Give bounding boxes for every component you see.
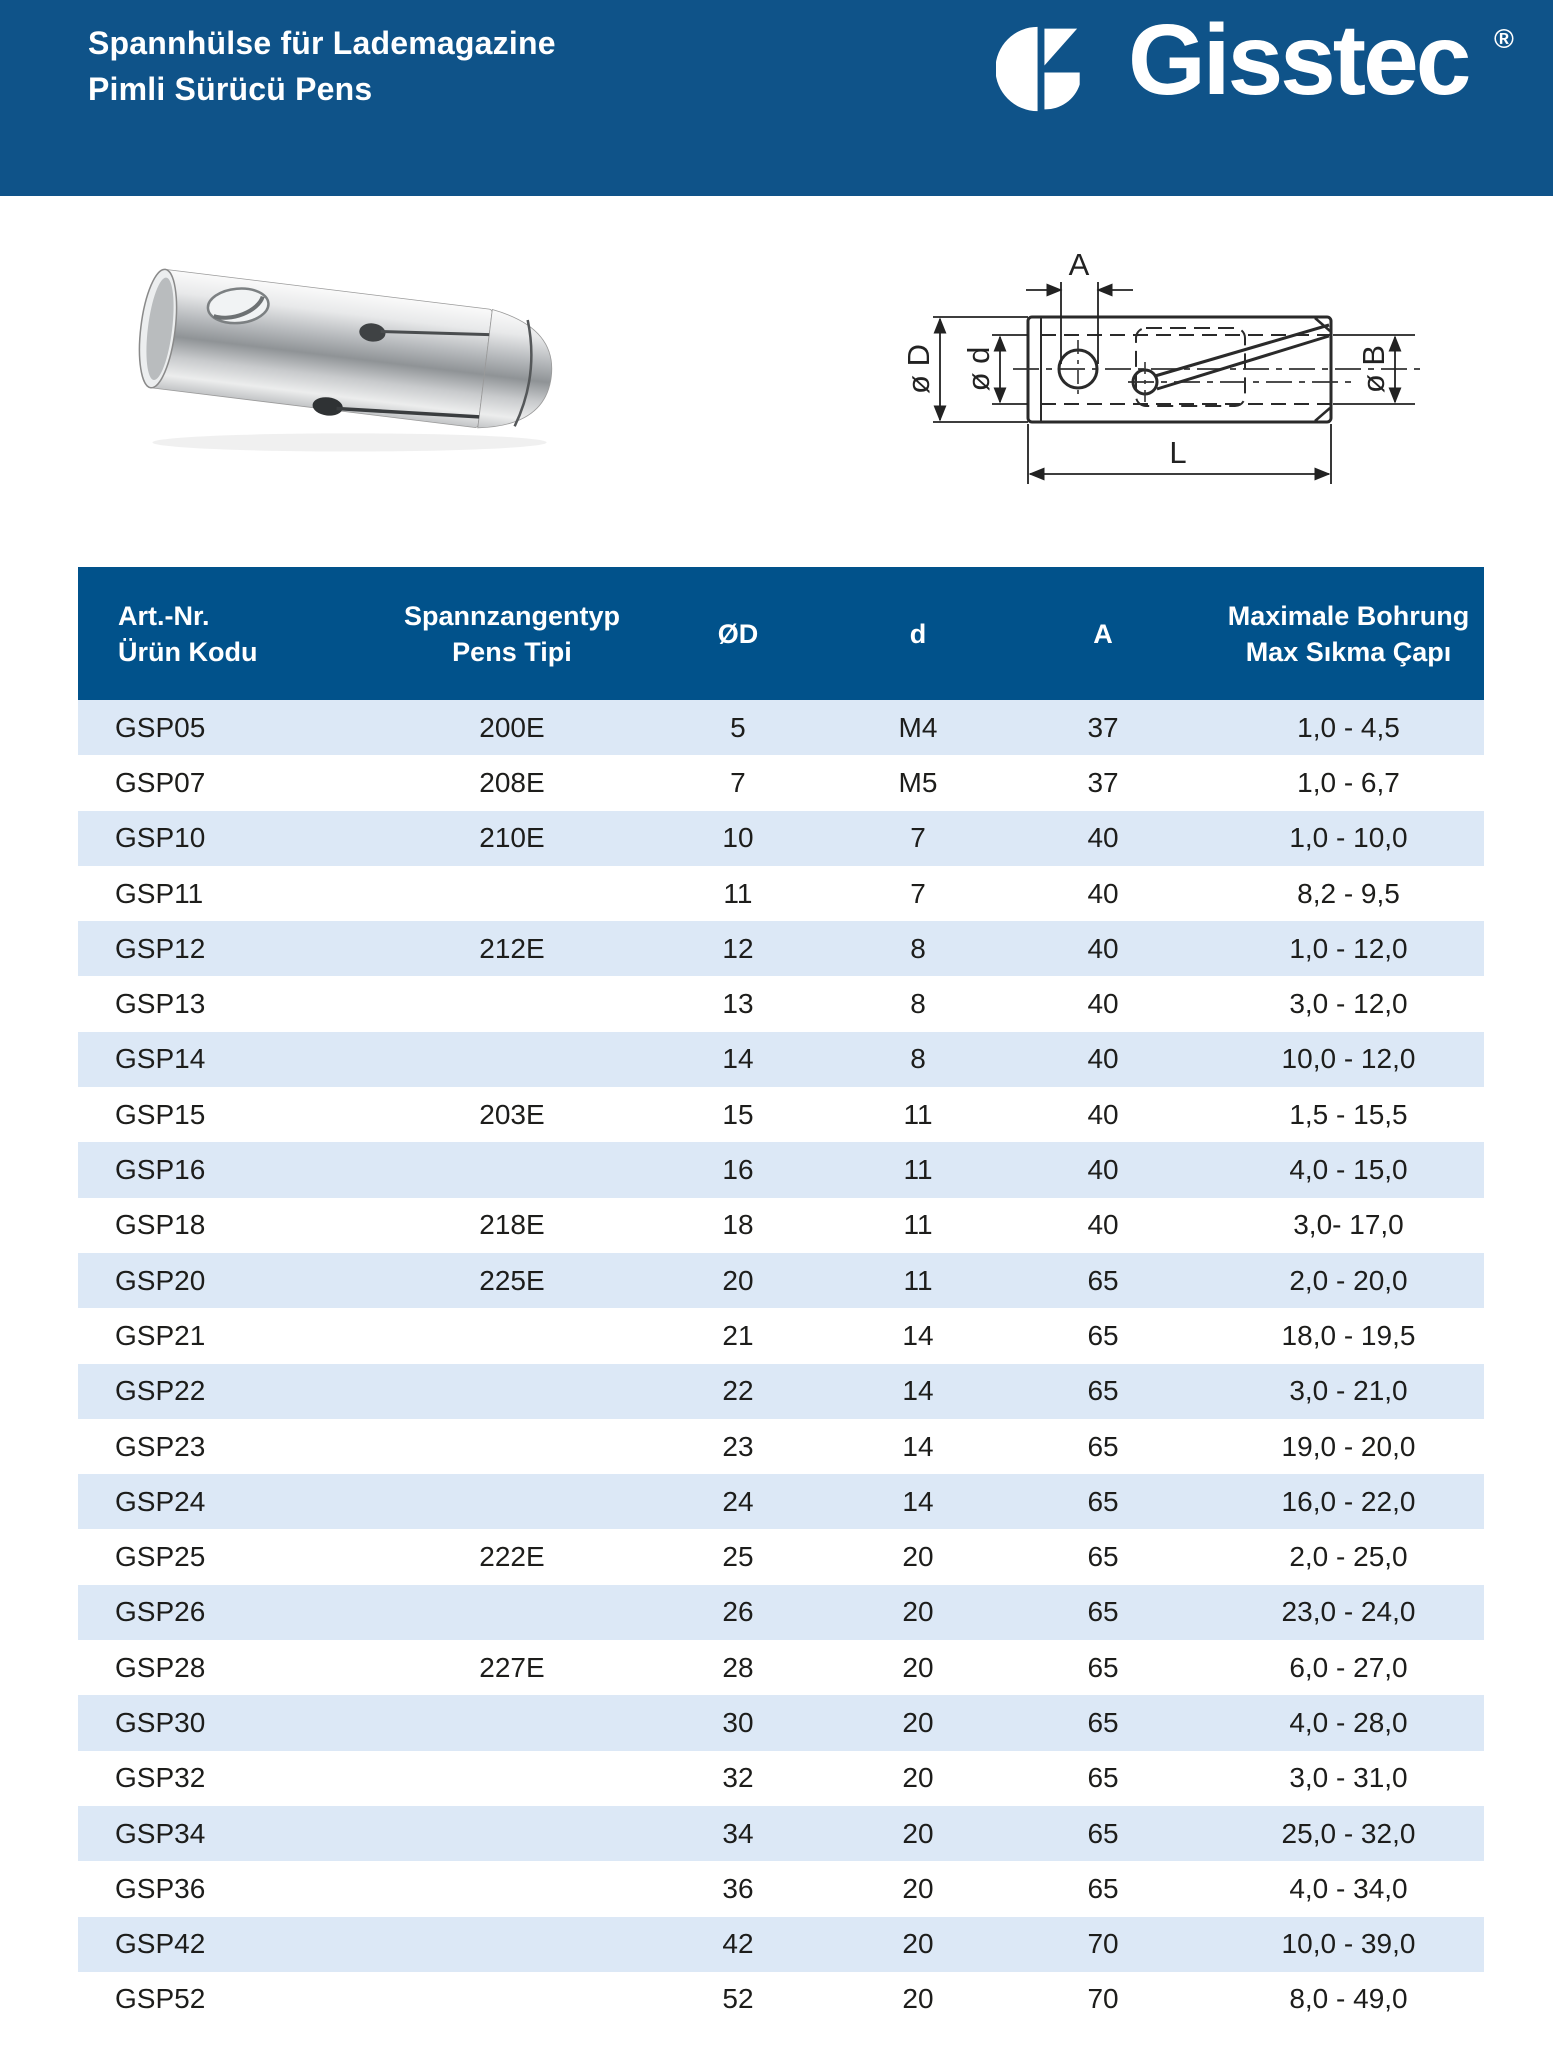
registered-trademark-icon: ®	[1494, 24, 1514, 54]
table-row	[78, 1198, 1484, 1253]
table-row	[78, 1308, 1484, 1363]
table-cell: 2,0 - 25,0	[1289, 1541, 1408, 1573]
table-cell: 1,5 - 15,5	[1289, 1098, 1408, 1130]
table-row	[78, 1806, 1484, 1861]
table-cell: 40	[1087, 932, 1119, 964]
spec-table	[78, 567, 1484, 2027]
table-cell: 14	[902, 1375, 934, 1407]
table-cell: 20	[722, 1264, 754, 1296]
column-header: Maximale Bohrung Max Sıkma Çapı	[1227, 600, 1470, 667]
table-cell: GSP10	[115, 822, 206, 854]
table-row	[78, 1917, 1484, 1972]
table-cell: 40	[1087, 1209, 1119, 1241]
table-cell: 11	[903, 1264, 933, 1296]
table-cell: 4,0 - 34,0	[1289, 1872, 1408, 1904]
table-cell: 34	[722, 1817, 754, 1849]
table-cell: GSP14	[115, 1043, 206, 1075]
table-cell: 28	[722, 1651, 754, 1683]
table-cell: GSP18	[115, 1209, 206, 1241]
table-cell: 5	[730, 711, 746, 743]
table-cell: GSP52	[115, 1983, 206, 2015]
table-cell: 1,0 - 6,7	[1297, 766, 1400, 798]
table-cell: GSP42	[115, 1928, 206, 1960]
table-cell: GSP30	[115, 1706, 206, 1738]
dim-od-label: ø D	[901, 344, 936, 394]
table-cell: 20	[902, 1872, 934, 1904]
dim-id-label: ø d	[961, 346, 996, 392]
table-cell: 18,0 - 19,5	[1281, 1319, 1416, 1351]
table-cell: 7	[730, 766, 746, 798]
table-cell: 10,0 - 12,0	[1281, 1043, 1416, 1075]
column-header: Art.-Nr. Ürün Kodu	[118, 600, 258, 667]
table-cell: GSP28	[115, 1651, 206, 1683]
table-cell: 6,0 - 27,0	[1289, 1651, 1408, 1683]
column-header: A	[1093, 618, 1113, 649]
table-cell: 3,0 - 21,0	[1289, 1375, 1408, 1407]
column-header: ØD	[717, 618, 759, 649]
table-cell: 25	[722, 1541, 754, 1573]
table-cell: 65	[1087, 1817, 1119, 1849]
table-row	[78, 1032, 1484, 1087]
table-row	[78, 1972, 1484, 2027]
dim-a-label: A	[1068, 247, 1090, 282]
table-cell: 37	[1087, 766, 1119, 798]
table-cell: 4,0 - 28,0	[1289, 1706, 1408, 1738]
table-cell: GSP05	[115, 711, 206, 743]
table-row	[78, 1751, 1484, 1806]
table-cell: 32	[722, 1762, 754, 1794]
table-cell: GSP23	[115, 1430, 206, 1462]
table-cell: 40	[1087, 1098, 1119, 1130]
dim-ob-label: ø B	[1356, 344, 1391, 394]
table-cell: 65	[1087, 1706, 1119, 1738]
table-header-row	[78, 567, 1484, 700]
table-cell: 1,0 - 10,0	[1289, 822, 1408, 854]
table-row	[78, 1419, 1484, 1474]
table-cell: 52	[722, 1983, 754, 2015]
table-cell: 7	[910, 877, 926, 909]
table-cell: 11	[903, 1154, 933, 1186]
table-cell: 21	[722, 1319, 754, 1351]
table-cell: 14	[902, 1485, 934, 1517]
table-cell: 7	[910, 822, 926, 854]
table-cell: GSP24	[115, 1485, 206, 1517]
table-cell: 20	[902, 1541, 934, 1573]
column-header: Spannzangentyp Pens Tipi	[403, 600, 620, 667]
table-cell: 227E	[479, 1651, 545, 1683]
header-banner	[0, 0, 1553, 196]
table-cell: 23,0 - 24,0	[1281, 1596, 1416, 1628]
table-cell: 3,0 - 12,0	[1289, 988, 1408, 1020]
table-cell: 24	[722, 1485, 754, 1517]
table-cell: 40	[1087, 988, 1119, 1020]
table-cell: 26	[722, 1596, 754, 1628]
table-cell: 14	[722, 1043, 754, 1075]
table-cell: GSP34	[115, 1817, 206, 1849]
table-row	[78, 1142, 1484, 1197]
table-cell: 36	[722, 1872, 754, 1904]
table-cell: 3,0 - 31,0	[1289, 1762, 1408, 1794]
table-row	[78, 1529, 1484, 1584]
table-cell: 25,0 - 32,0	[1281, 1817, 1416, 1849]
table-cell: 1,0 - 12,0	[1289, 932, 1408, 964]
table-cell: 40	[1087, 1154, 1119, 1186]
table-cell: 65	[1087, 1485, 1119, 1517]
table-cell: 2,0 - 20,0	[1289, 1264, 1408, 1296]
table-row	[78, 1695, 1484, 1750]
page-title-tr: Pimli Sürücü Pens	[88, 71, 373, 107]
table-cell: 65	[1087, 1264, 1119, 1296]
table-cell: 10	[722, 822, 754, 854]
table-row	[78, 755, 1484, 810]
table-row	[78, 700, 1484, 755]
table-cell: GSP26	[115, 1596, 206, 1628]
table-cell: GSP11	[115, 877, 204, 909]
table-cell: 40	[1087, 822, 1119, 854]
table-cell: 40	[1087, 1043, 1119, 1075]
table-cell: 18	[722, 1209, 754, 1241]
table-cell: GSP21	[115, 1319, 206, 1351]
table-body	[78, 700, 1484, 2027]
table-cell: 23	[722, 1430, 754, 1462]
table-cell: 203E	[479, 1098, 545, 1130]
table-cell: 65	[1087, 1872, 1119, 1904]
table-cell: GSP25	[115, 1541, 206, 1573]
table-row	[78, 921, 1484, 976]
table-cell: 30	[722, 1706, 754, 1738]
table-cell: M4	[898, 711, 938, 743]
table-row	[78, 866, 1484, 921]
table-cell: 11	[723, 877, 753, 909]
table-cell: 65	[1087, 1430, 1119, 1462]
table-cell: 65	[1087, 1762, 1119, 1794]
table-cell: 16,0 - 22,0	[1281, 1485, 1416, 1517]
page-title-de: Spannhülse für Lademagazine	[88, 25, 556, 61]
table-row	[78, 1253, 1484, 1308]
table-cell: GSP07	[115, 766, 206, 798]
column-header: d	[909, 618, 927, 649]
table-cell: GSP13	[115, 988, 206, 1020]
table-cell: 11	[903, 1209, 933, 1241]
table-cell: 12	[722, 932, 754, 964]
table-cell: 3,0- 17,0	[1293, 1209, 1404, 1241]
table-cell: 8,0 - 49,0	[1289, 1983, 1408, 2015]
table-cell: GSP12	[115, 932, 206, 964]
table-cell: 4,0 - 15,0	[1289, 1154, 1408, 1186]
table-cell: 20	[902, 1651, 934, 1683]
table-cell: 65	[1087, 1596, 1119, 1628]
brand-name: Gisstec	[1128, 4, 1469, 116]
table-cell: 20	[902, 1596, 934, 1628]
table-cell: GSP36	[115, 1872, 206, 1904]
table-cell: 210E	[479, 822, 545, 854]
table-row	[78, 1364, 1484, 1419]
table-cell: GSP22	[115, 1375, 206, 1407]
table-cell: 8	[910, 932, 926, 964]
table-row	[78, 811, 1484, 866]
table-cell: 15	[722, 1098, 754, 1130]
table-cell: 37	[1087, 711, 1119, 743]
technical-drawing	[878, 192, 1443, 504]
table-cell: 65	[1087, 1651, 1119, 1683]
table-cell: 65	[1087, 1375, 1119, 1407]
table-cell: M5	[898, 766, 938, 798]
dim-l-label: L	[1169, 435, 1187, 470]
table-cell: GSP16	[115, 1154, 206, 1186]
gisstec-logo-icon	[996, 26, 1086, 112]
table-cell: 20	[902, 1928, 934, 1960]
table-cell: 11	[903, 1098, 933, 1130]
table-cell: 10,0 - 39,0	[1281, 1928, 1416, 1960]
table-row	[78, 1861, 1484, 1916]
table-cell: 22	[722, 1375, 754, 1407]
table-row	[78, 1087, 1484, 1142]
table-cell: 222E	[479, 1541, 545, 1573]
table-cell: 8,2 - 9,5	[1297, 877, 1400, 909]
table-cell: 200E	[479, 711, 545, 743]
table-cell: 16	[722, 1154, 754, 1186]
table-cell: 20	[902, 1817, 934, 1849]
table-cell: 14	[902, 1319, 934, 1351]
table-row	[78, 1585, 1484, 1640]
table-cell: 20	[902, 1706, 934, 1738]
table-cell: GSP32	[115, 1762, 206, 1794]
table-cell: 212E	[479, 932, 545, 964]
table-cell: 13	[722, 988, 754, 1020]
table-cell: 20	[902, 1983, 934, 2015]
table-cell: 20	[902, 1762, 934, 1794]
table-cell: 208E	[479, 766, 545, 798]
table-cell: 42	[722, 1928, 754, 1960]
table-cell: 8	[910, 988, 926, 1020]
table-cell: 19,0 - 20,0	[1281, 1430, 1416, 1462]
table-cell: 8	[910, 1043, 926, 1075]
table-cell: 1,0 - 4,5	[1297, 711, 1400, 743]
table-cell: 40	[1087, 877, 1119, 909]
table-row	[78, 1640, 1484, 1695]
table-cell: 225E	[479, 1264, 545, 1296]
table-row	[78, 976, 1484, 1031]
table-cell: 218E	[479, 1209, 545, 1241]
table-cell: GSP15	[115, 1098, 206, 1130]
table-cell: 65	[1087, 1541, 1119, 1573]
table-cell: 70	[1087, 1983, 1119, 2015]
table-cell: GSP20	[115, 1264, 206, 1296]
page-titles	[88, 20, 556, 112]
table-row	[78, 1474, 1484, 1529]
product-photo	[112, 255, 582, 455]
table-cell: 70	[1087, 1928, 1119, 1960]
table-cell: 14	[902, 1430, 934, 1462]
table-cell: 65	[1087, 1319, 1119, 1351]
